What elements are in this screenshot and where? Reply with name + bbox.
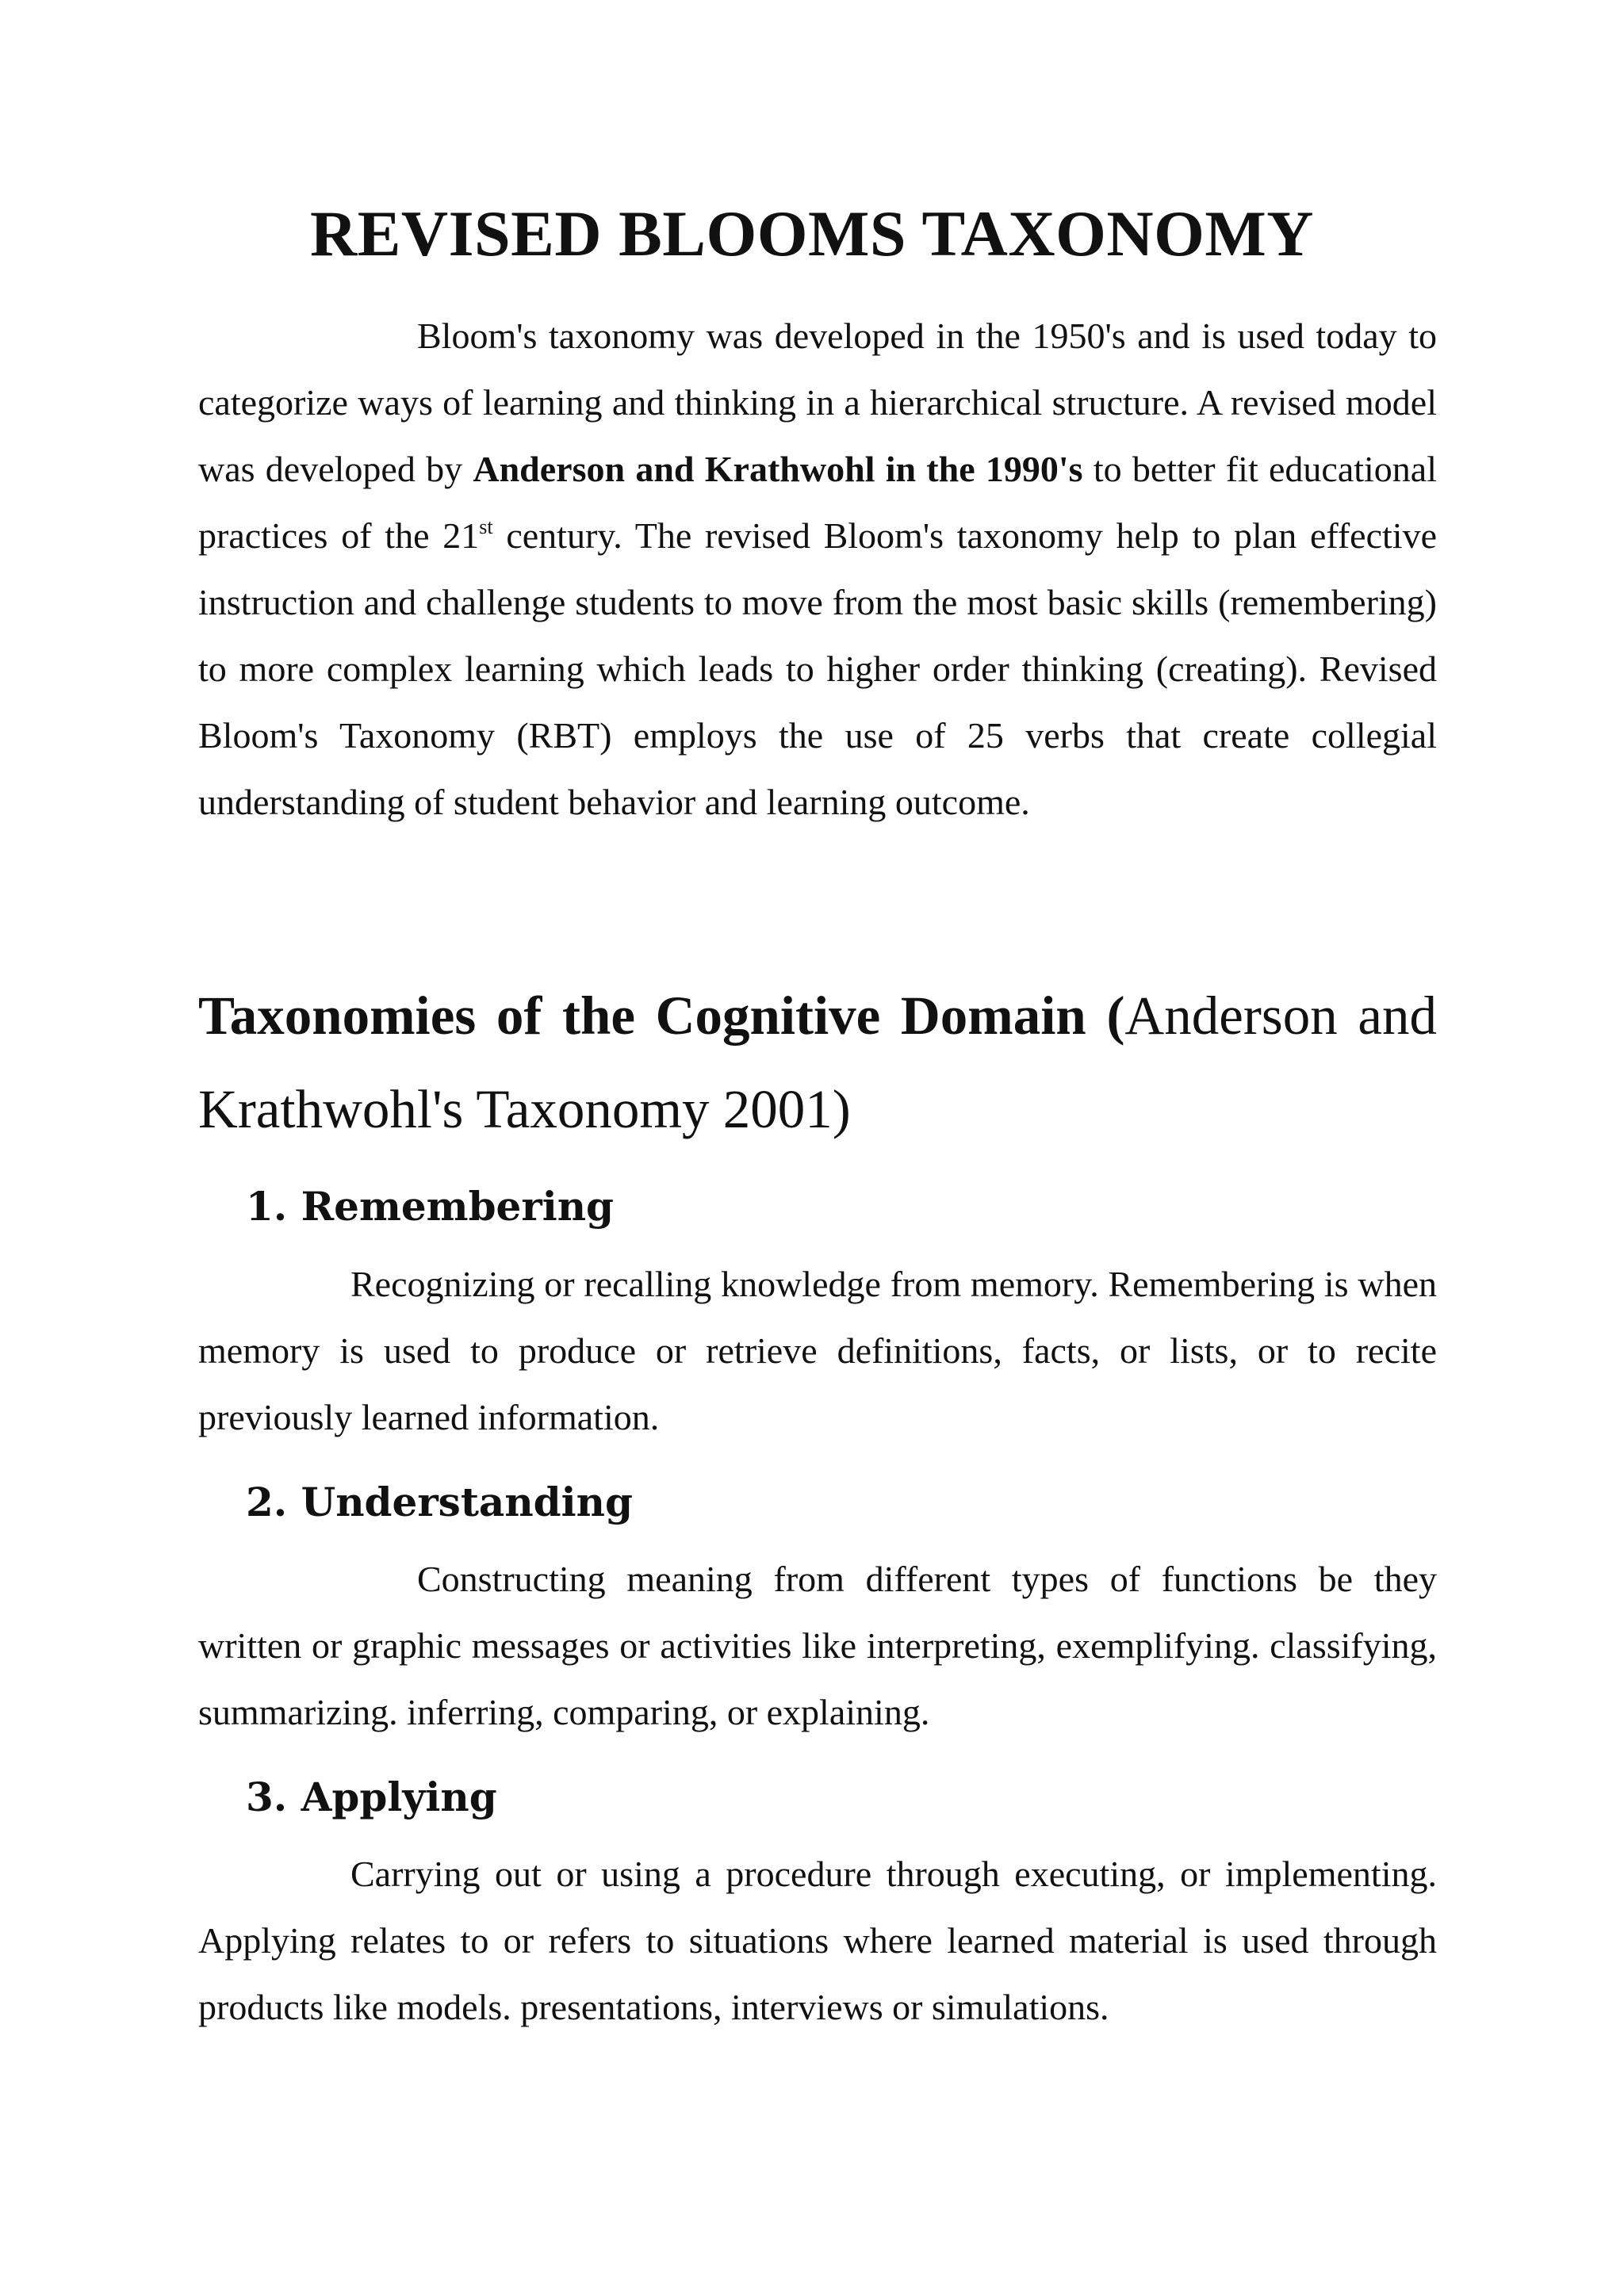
intro-text-part-3: century. The revised Bloom's taxonomy help to plan effective instruction and challenge students to move from the most basic skills (remembering) to more complex learning which leads to higher order thinking (creating). Revised Bloom's Taxonomy (RBT) employs the use of 25 verbs that create collegial understanding of student behavior and learning outcome. bbox=[198, 515, 1437, 822]
section-heading-regular: Anderson and Krathwohl's Taxonomy 2001) bbox=[198, 985, 1437, 1139]
intro-paragraph bbox=[198, 303, 1437, 836]
section-heading-bold: Taxonomies of the Cognitive Domain ( bbox=[198, 985, 1125, 1046]
section-heading bbox=[198, 969, 1437, 1156]
intro-text-part-2: to better fit educational practices of the 21 bbox=[198, 449, 1437, 556]
paragraph-remembering bbox=[198, 1251, 1437, 1451]
paragraph-understanding bbox=[198, 1546, 1437, 1746]
intro-text-part-1: Bloom's taxonomy was developed in the 1950's and is used today to categorize ways of learning and thinking in a hierarchical structure. A revised model was developed by bbox=[198, 316, 1437, 489]
intro-bold-authors: Anderson and Krathwohl in the 1990's bbox=[473, 449, 1083, 489]
subheading-remembering: 1. Remembering bbox=[246, 1183, 615, 1230]
subheading-understanding: 2. Understanding bbox=[246, 1479, 633, 1525]
ordinal-superscript: st bbox=[479, 515, 493, 538]
paragraph-understanding-text: Constructing meaning from different types of functions be they written or graphic messages or activities like interpreting, exemplifying. classifying, summarizing. inferring, comparing, or explaining. bbox=[198, 1559, 1437, 1732]
paragraph-applying bbox=[198, 1841, 1437, 2041]
subheading-applying: 3. Applying bbox=[246, 1774, 497, 1820]
page-title: REVISED BLOOMS TAXONOMY bbox=[310, 197, 1314, 270]
paragraph-remembering-text: Recognizing or recalling knowledge from memory. Remembering is when memory is used to produce or retrieve definitions, facts, or lists, or to recite previously learned information. bbox=[198, 1264, 1437, 1437]
paragraph-applying-text: Carrying out or using a procedure through executing, or implementing. Applying relates to or refers to situations where learned material is used through products like models. presentations, interviews or simulations. bbox=[198, 1854, 1437, 2027]
